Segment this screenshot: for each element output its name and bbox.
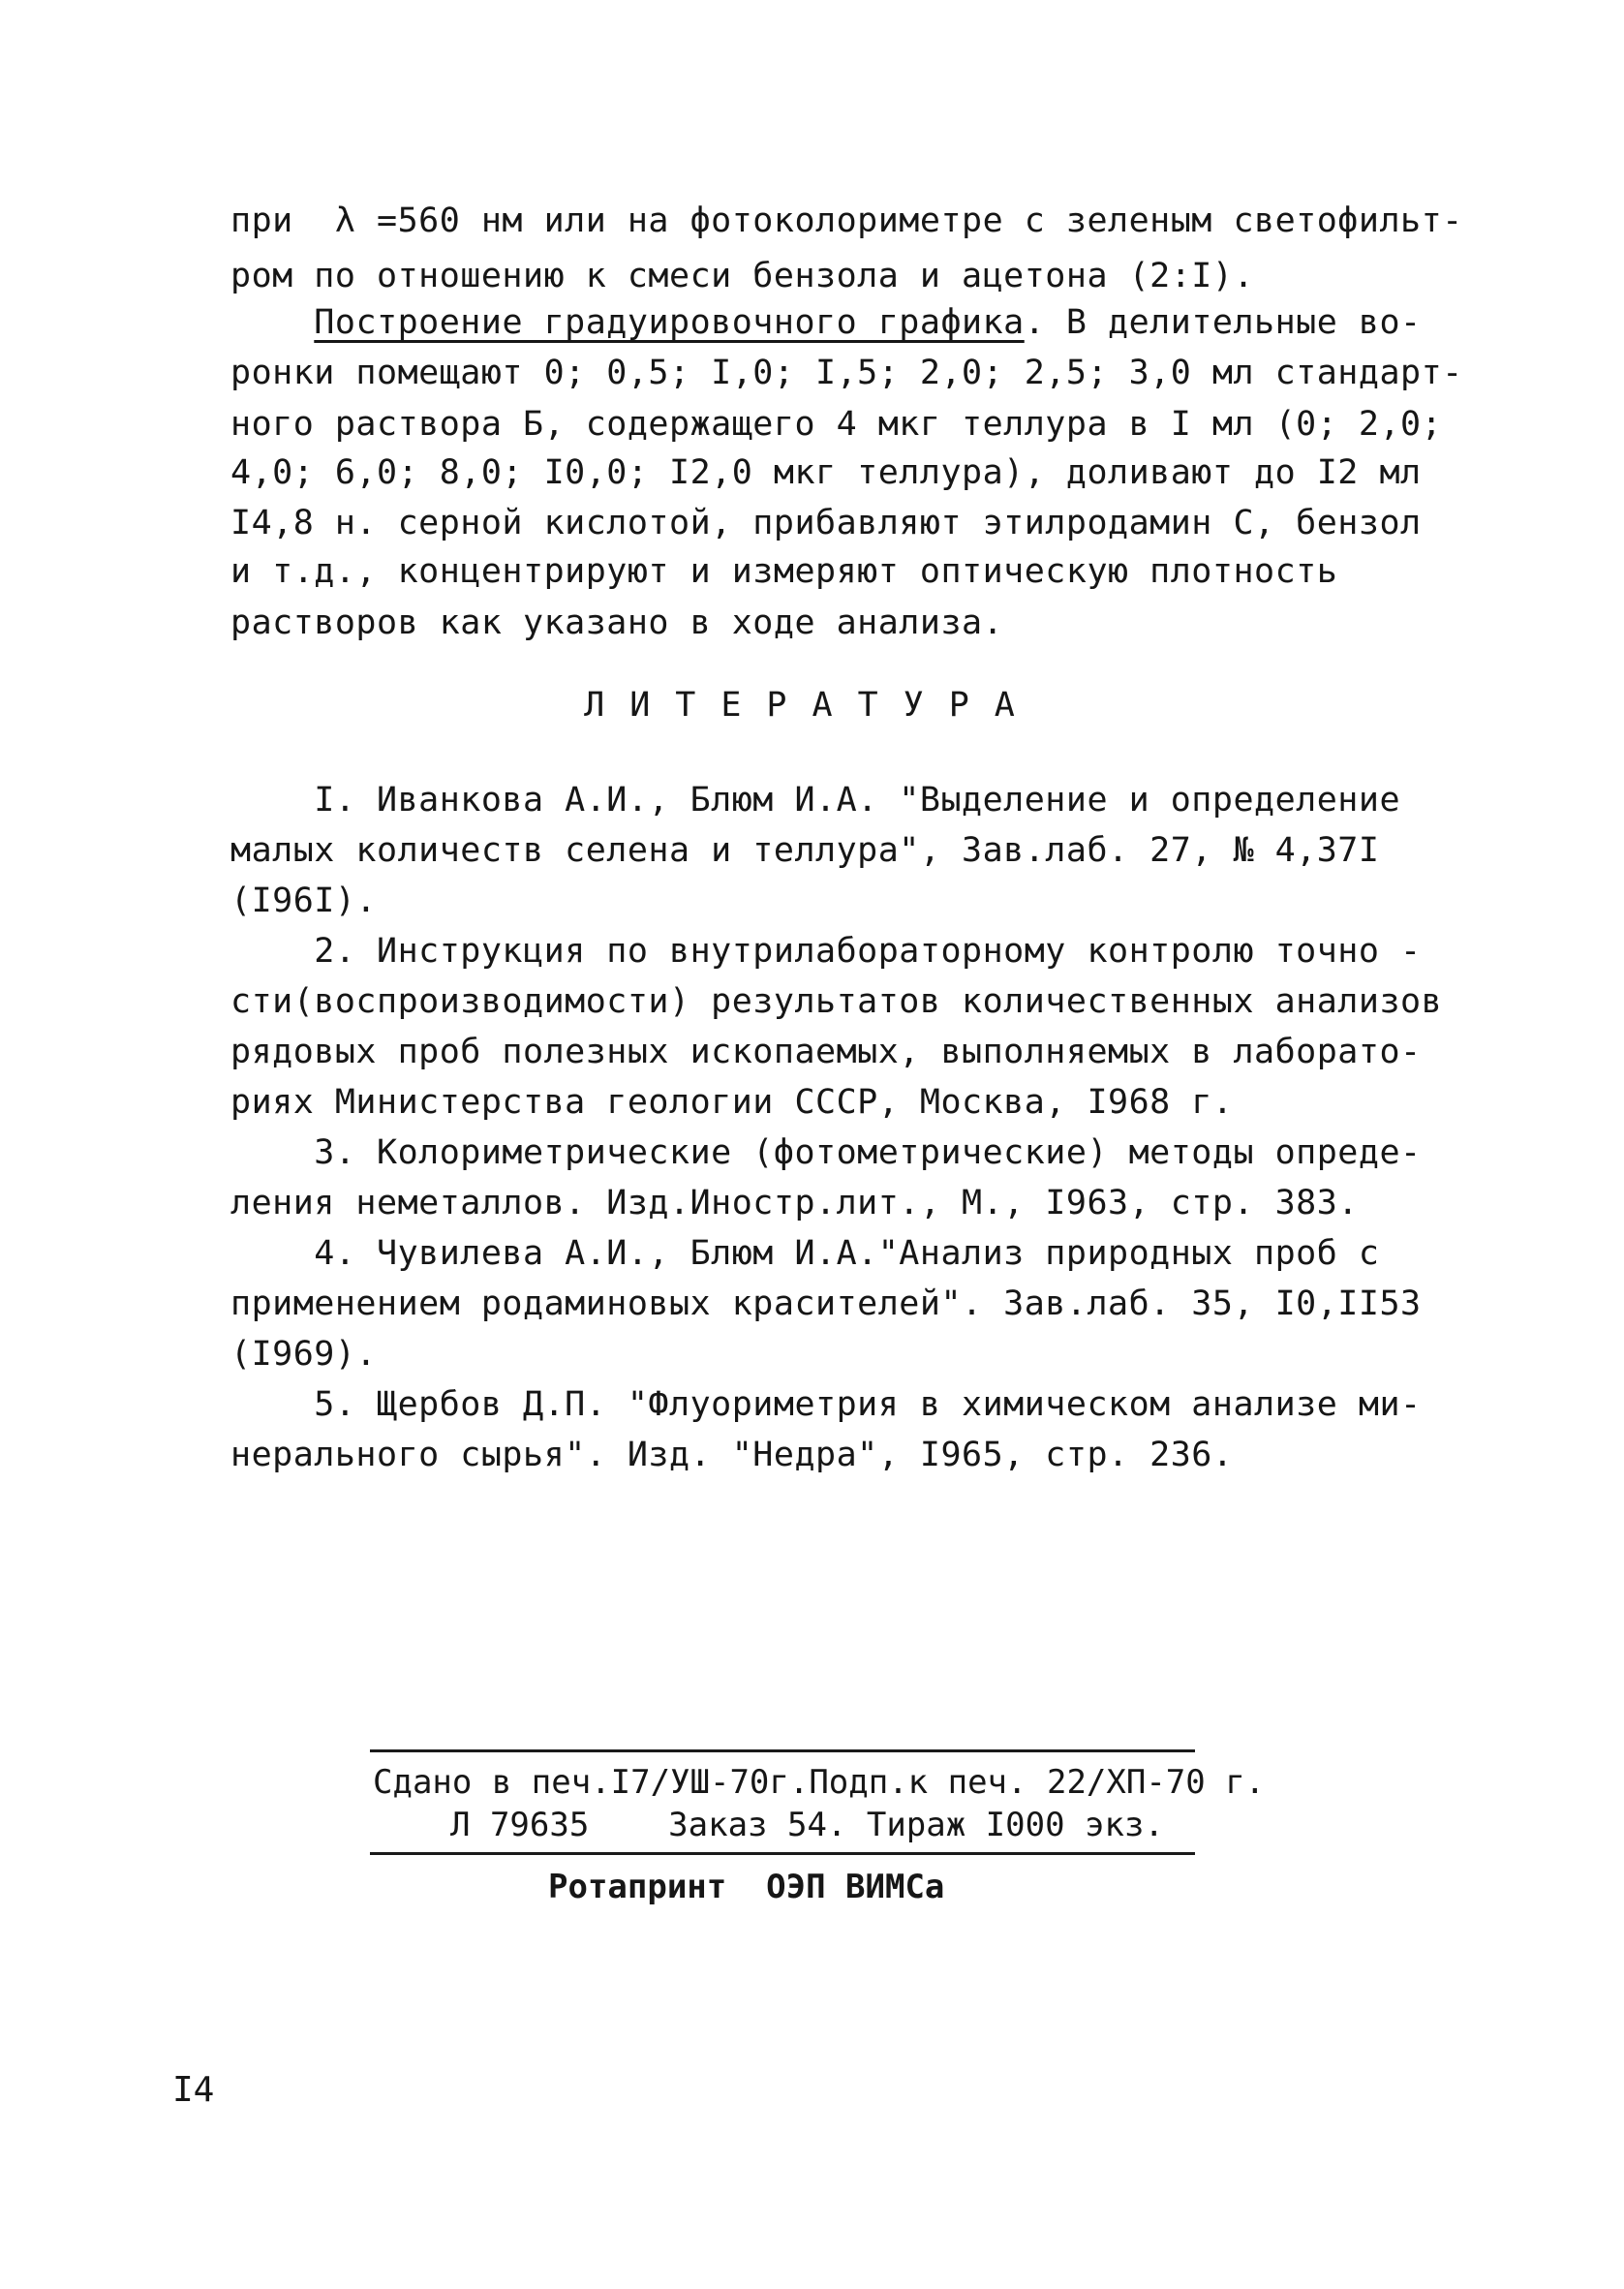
body-line-3-text: Построение градуировочного графика. В делительные во-	[314, 303, 1422, 342]
body-line-1: при λ =560 нм или на фотоколориметре с зеленым светофильт-	[230, 201, 1463, 240]
body-line-8: и т.д., концентрируют и измеряют оптическую плотность	[230, 552, 1338, 591]
imprint-line-2: Л 79635 Заказ 54. Тираж I000 экз.	[450, 1806, 1164, 1844]
body-line-2: ром по отношению к смеси бензола и ацетона (2:I).	[230, 257, 1255, 295]
reference-line-7: риях Министерства геологии СССР, Москва, I968 г.	[230, 1083, 1234, 1122]
body-line-9: растворов как указано в ходе анализа.	[230, 603, 1004, 642]
reference-line-8: 3. Колориметрические (фотометрические) методы опреде-	[230, 1133, 1422, 1172]
body-line-5: ного раствора Б, содержащего 4 мкг теллура в I мл (0; 2,0;	[230, 405, 1443, 444]
imprint-bottom-rule	[370, 1852, 1195, 1855]
body-line-4: ронки помещают 0; 0,5; I,0; I,5; 2,0; 2,5; 3,0 мл стандарт-	[230, 354, 1463, 392]
reference-line-1: I. Иванкова А.И., Блюм И.А. "Выделение и определение	[230, 781, 1401, 820]
reference-line-4: 2. Инструкция по внутрилабораторному контролю точно -	[230, 932, 1422, 971]
reference-line-13: 5. Щербов Д.П. "Флуориметрия в химическом анализе ми-	[230, 1385, 1422, 1424]
reference-line-3: (I96I).	[230, 882, 378, 920]
reference-line-11: применением родаминовых красителей". Зав.лаб. 35, I0,II53	[230, 1284, 1422, 1323]
body-line-6: 4,0; 6,0; 8,0; I0,0; I2,0 мкг теллура), доливают до I2 мл	[230, 453, 1422, 492]
reference-line-12: (I969).	[230, 1335, 378, 1374]
reference-line-9: ления неметаллов. Изд.Иностр.лит., М., I963, стр. 383.	[230, 1184, 1359, 1222]
reference-line-10: 4. Чувилева А.И., Блюм И.А."Анализ природных проб с	[230, 1234, 1380, 1273]
section-heading: ЛИТЕРАТУРА	[584, 686, 1040, 725]
imprint-top-rule	[370, 1749, 1195, 1752]
reference-line-2: малых количеств селена и теллура", Зав.лаб. 27, № 4,37I	[230, 831, 1380, 870]
reference-line-14: нерального сырья". Изд. "Недра", I965, стр. 236.	[230, 1436, 1234, 1474]
body-line-3	[230, 303, 1422, 342]
body-line-7: I4,8 н. серной кислотой, прибавляют этилродамин С, бензол	[230, 504, 1422, 542]
underlined-subheading: Построение градуировочного графика	[314, 303, 1025, 342]
reference-line-6: рядовых проб полезных ископаемых, выполняемых в лаборато-	[230, 1033, 1422, 1071]
page-number: I4	[172, 2070, 215, 2110]
imprint-printer: Ротапринт ОЭП ВИМСа	[548, 1868, 945, 1906]
imprint-line-1: Сдано в печ.I7/УШ-70г.Подп.к печ. 22/ХП-70 г.	[373, 1763, 1266, 1802]
reference-line-5: сти(воспроизводимости) результатов количественных анализов	[230, 982, 1443, 1021]
